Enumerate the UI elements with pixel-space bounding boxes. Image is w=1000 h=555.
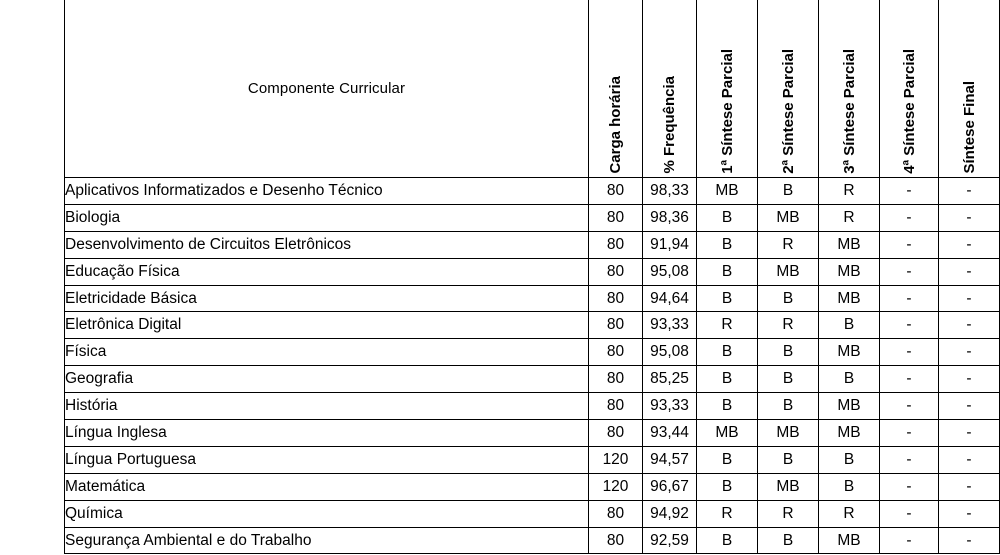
table-row: [65, 178, 1000, 205]
table-row: [65, 231, 1000, 258]
cell-sintese-parcial-4: -: [880, 446, 939, 473]
cell-sintese-parcial-4: -: [880, 393, 939, 420]
cell-sintese-parcial-3: B: [819, 473, 880, 500]
column-header-sintese-parcial-2: [758, 0, 819, 178]
cell-sintese-parcial-1: B: [697, 473, 758, 500]
cell-sintese-parcial-2: B: [758, 393, 819, 420]
cell-sintese-parcial-3: MB: [819, 339, 880, 366]
cell-sintese-parcial-3: R: [819, 204, 880, 231]
cell-sintese-parcial-4: -: [880, 258, 939, 285]
column-header-sintese-parcial-1-label: 1ª Síntese Parcial: [718, 49, 736, 174]
sintese-parcial-2-rotated-wrap: [758, 2, 818, 177]
cell-componente-curricular: Física: [65, 339, 589, 366]
cell-componente-curricular: Desenvolvimento de Circuitos Eletrônicos: [65, 231, 589, 258]
cell-frequencia: 94,92: [643, 500, 697, 527]
cell-sintese-parcial-4: -: [880, 500, 939, 527]
cell-carga-horaria: 80: [589, 204, 643, 231]
cell-sintese-parcial-3: MB: [819, 420, 880, 447]
cell-frequencia: 85,25: [643, 366, 697, 393]
cell-sintese-parcial-1: R: [697, 500, 758, 527]
cell-frequencia: 98,36: [643, 204, 697, 231]
cell-componente-curricular: Química: [65, 500, 589, 527]
cell-frequencia: 94,64: [643, 285, 697, 312]
cell-sintese-final: -: [939, 339, 1000, 366]
cell-sintese-parcial-2: MB: [758, 473, 819, 500]
cell-frequencia: 95,08: [643, 339, 697, 366]
cell-sintese-final: -: [939, 178, 1000, 205]
cell-componente-curricular: História: [65, 393, 589, 420]
cell-sintese-parcial-2: MB: [758, 420, 819, 447]
cell-sintese-parcial-4: -: [880, 204, 939, 231]
cell-sintese-parcial-1: B: [697, 393, 758, 420]
cell-carga-horaria: 80: [589, 527, 643, 554]
cell-sintese-parcial-1: B: [697, 285, 758, 312]
column-header-componente-curricular: Componente Curricular: [65, 0, 589, 178]
cell-sintese-parcial-1: B: [697, 527, 758, 554]
cell-sintese-parcial-2: R: [758, 500, 819, 527]
cell-frequencia: 93,44: [643, 420, 697, 447]
cell-componente-curricular: Matemática: [65, 473, 589, 500]
header-row: [65, 0, 1000, 178]
cell-sintese-parcial-4: -: [880, 178, 939, 205]
column-header-frequencia-label: % Frequência: [661, 76, 678, 174]
cell-sintese-parcial-4: -: [880, 231, 939, 258]
column-header-sintese-parcial-4-label: 4ª Síntese Parcial: [900, 49, 918, 174]
sintese-parcial-1-rotated-wrap: [697, 2, 757, 177]
cell-carga-horaria: 80: [589, 178, 643, 205]
column-header-sintese-parcial-3: [819, 0, 880, 178]
cell-sintese-parcial-2: B: [758, 446, 819, 473]
cell-sintese-final: -: [939, 473, 1000, 500]
cell-sintese-parcial-3: R: [819, 500, 880, 527]
cell-sintese-parcial-1: B: [697, 258, 758, 285]
grades-table-header: [65, 0, 1000, 178]
sintese-parcial-3-rotated-wrap: [819, 2, 879, 177]
cell-sintese-parcial-2: B: [758, 527, 819, 554]
cell-sintese-parcial-1: B: [697, 204, 758, 231]
cell-sintese-final: -: [939, 420, 1000, 447]
cell-carga-horaria: 80: [589, 312, 643, 339]
table-row: [65, 500, 1000, 527]
cell-sintese-parcial-3: MB: [819, 393, 880, 420]
table-row: [65, 393, 1000, 420]
cell-sintese-parcial-3: R: [819, 178, 880, 205]
cell-sintese-parcial-2: B: [758, 366, 819, 393]
cell-frequencia: 95,08: [643, 258, 697, 285]
cell-carga-horaria: 80: [589, 285, 643, 312]
cell-sintese-final: -: [939, 446, 1000, 473]
cell-sintese-final: -: [939, 204, 1000, 231]
cell-sintese-parcial-1: MB: [697, 420, 758, 447]
table-row: [65, 312, 1000, 339]
cell-componente-curricular: Educação Física: [65, 258, 589, 285]
table-row: [65, 473, 1000, 500]
sintese-final-rotated-wrap: [939, 2, 999, 177]
cell-frequencia: 92,59: [643, 527, 697, 554]
cell-frequencia: 98,33: [643, 178, 697, 205]
cell-sintese-parcial-4: -: [880, 312, 939, 339]
frequencia-rotated-wrap: [643, 2, 696, 177]
cell-sintese-final: -: [939, 366, 1000, 393]
cell-componente-curricular: Geografia: [65, 366, 589, 393]
cell-sintese-parcial-4: -: [880, 527, 939, 554]
cell-carga-horaria: 80: [589, 339, 643, 366]
table-row: [65, 258, 1000, 285]
cell-carga-horaria: 80: [589, 258, 643, 285]
cell-sintese-final: -: [939, 312, 1000, 339]
column-header-sintese-parcial-4: [880, 0, 939, 178]
cell-frequencia: 94,57: [643, 446, 697, 473]
cell-sintese-parcial-2: MB: [758, 258, 819, 285]
cell-sintese-parcial-2: B: [758, 285, 819, 312]
cell-carga-horaria: 80: [589, 500, 643, 527]
sintese-parcial-4-rotated-wrap: [880, 2, 938, 177]
column-header-carga-horaria-label: Carga horária: [607, 76, 624, 174]
carga-horaria-rotated-wrap: [589, 2, 642, 177]
cell-sintese-parcial-1: B: [697, 446, 758, 473]
table-row: [65, 527, 1000, 554]
cell-carga-horaria: 120: [589, 473, 643, 500]
cell-componente-curricular: Eletrônica Digital: [65, 312, 589, 339]
cell-componente-curricular: Biologia: [65, 204, 589, 231]
cell-sintese-final: -: [939, 393, 1000, 420]
cell-sintese-parcial-2: R: [758, 231, 819, 258]
column-header-sintese-parcial-3-label: 3ª Síntese Parcial: [840, 49, 858, 174]
cell-sintese-final: -: [939, 500, 1000, 527]
cell-sintese-parcial-2: B: [758, 339, 819, 366]
grades-table: [64, 0, 1000, 554]
column-header-sintese-parcial-1: [697, 0, 758, 178]
cell-sintese-parcial-3: B: [819, 312, 880, 339]
cell-frequencia: 93,33: [643, 312, 697, 339]
cell-sintese-parcial-1: B: [697, 339, 758, 366]
cell-componente-curricular: Língua Inglesa: [65, 420, 589, 447]
column-header-sintese-final-label: Síntese Final: [960, 81, 978, 174]
cell-sintese-parcial-1: MB: [697, 178, 758, 205]
cell-sintese-parcial-4: -: [880, 420, 939, 447]
cell-sintese-final: -: [939, 258, 1000, 285]
cell-carga-horaria: 80: [589, 420, 643, 447]
cell-componente-curricular: Língua Portuguesa: [65, 446, 589, 473]
cell-frequencia: 91,94: [643, 231, 697, 258]
cell-sintese-parcial-4: -: [880, 473, 939, 500]
table-row: [65, 339, 1000, 366]
cell-sintese-final: -: [939, 231, 1000, 258]
cell-sintese-parcial-3: MB: [819, 285, 880, 312]
table-row: [65, 420, 1000, 447]
cell-sintese-parcial-3: MB: [819, 258, 880, 285]
cell-sintese-parcial-4: -: [880, 339, 939, 366]
cell-sintese-parcial-3: MB: [819, 527, 880, 554]
cell-sintese-parcial-1: B: [697, 366, 758, 393]
cell-sintese-final: -: [939, 285, 1000, 312]
cell-sintese-parcial-3: MB: [819, 231, 880, 258]
cell-sintese-parcial-4: -: [880, 285, 939, 312]
table-row: [65, 285, 1000, 312]
cell-sintese-parcial-2: R: [758, 312, 819, 339]
cell-componente-curricular: Aplicativos Informatizados e Desenho Técnico: [65, 178, 589, 205]
grades-table-body: [65, 178, 1000, 554]
cell-componente-curricular: Eletricidade Básica: [65, 285, 589, 312]
table-row: [65, 204, 1000, 231]
cell-frequencia: 96,67: [643, 473, 697, 500]
table-row: [65, 446, 1000, 473]
cell-sintese-parcial-4: -: [880, 366, 939, 393]
cell-carga-horaria: 80: [589, 393, 643, 420]
cell-componente-curricular: Segurança Ambiental e do Trabalho: [65, 527, 589, 554]
cell-frequencia: 93,33: [643, 393, 697, 420]
cell-sintese-parcial-1: R: [697, 312, 758, 339]
cell-carga-horaria: 120: [589, 446, 643, 473]
cell-sintese-parcial-1: B: [697, 231, 758, 258]
cell-sintese-parcial-2: MB: [758, 204, 819, 231]
cell-sintese-final: -: [939, 527, 1000, 554]
cell-sintese-parcial-3: B: [819, 446, 880, 473]
cell-carga-horaria: 80: [589, 366, 643, 393]
cell-carga-horaria: 80: [589, 231, 643, 258]
cell-sintese-parcial-3: B: [819, 366, 880, 393]
column-header-carga-horaria: [589, 0, 643, 178]
column-header-frequencia: [643, 0, 697, 178]
column-header-sintese-parcial-2-label: 2ª Síntese Parcial: [779, 49, 797, 174]
column-header-sintese-final: [939, 0, 1000, 178]
cell-sintese-parcial-2: B: [758, 178, 819, 205]
table-row: [65, 366, 1000, 393]
